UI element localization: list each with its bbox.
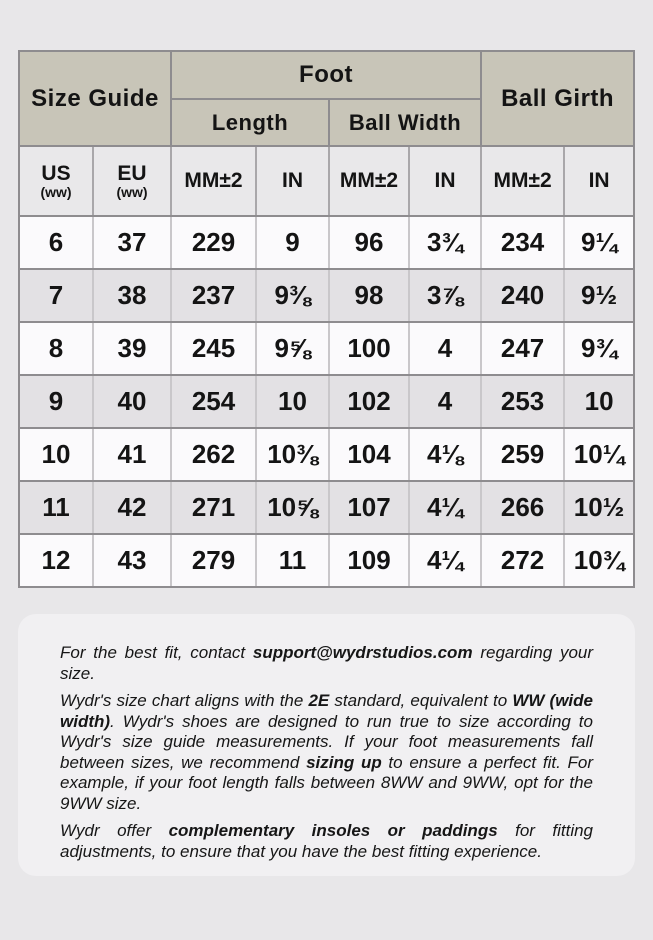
header-size-guide: Size Guide <box>19 51 171 146</box>
size-cell: 39 <box>93 322 171 375</box>
size-cell: 41 <box>93 428 171 481</box>
size-cell: 11 <box>19 481 93 534</box>
unit-label: MM±2 <box>339 169 399 192</box>
unit-header-width-mm <box>329 146 409 216</box>
size-cell: 12 <box>19 534 93 587</box>
unit-header-eu <box>93 146 171 216</box>
table-row-size-6 <box>19 216 634 269</box>
table-row-size-12 <box>19 534 634 587</box>
size-cell: 9 <box>19 375 93 428</box>
fit-paragraph-insoles: Wydr offer complementary insoles or paddings for fitting adjustments, to ensure that you have the best fitting experience. <box>60 821 594 861</box>
size-cell: 96 <box>329 216 409 269</box>
size-cell: 10 <box>564 375 634 428</box>
size-cell: 9¼ <box>564 216 634 269</box>
unit-label: MM±2 <box>184 169 243 192</box>
header-length: Length <box>171 99 329 146</box>
size-cell: 237 <box>171 269 256 322</box>
fit-paragraph-contact: For the best fit, contact support@wydrstudios.com regarding your size. <box>60 643 594 683</box>
size-cell: 4 <box>409 375 481 428</box>
size-cell: 37 <box>93 216 171 269</box>
size-cell: 10⅜ <box>256 428 329 481</box>
unit-label: MM±2 <box>493 169 552 192</box>
size-cell: 3⅞ <box>409 269 481 322</box>
size-cell: 4¼ <box>409 534 481 587</box>
size-cell: 9 <box>256 216 329 269</box>
unit-header-girth-in <box>564 146 634 216</box>
size-cell: 229 <box>171 216 256 269</box>
unit-header-width-in <box>409 146 481 216</box>
size-cell: 109 <box>329 534 409 587</box>
size-cell: 6 <box>19 216 93 269</box>
size-cell: 10 <box>19 428 93 481</box>
unit-label: IN <box>282 169 304 192</box>
size-cell: 247 <box>481 322 564 375</box>
size-cell: 98 <box>329 269 409 322</box>
size-cell: 259 <box>481 428 564 481</box>
size-cell: 9⅜ <box>256 269 329 322</box>
table-row-size-10 <box>19 428 634 481</box>
header-ball-width: Ball Width <box>329 99 481 146</box>
header-foot: Foot <box>171 51 481 99</box>
size-cell: 266 <box>481 481 564 534</box>
size-cell: 107 <box>329 481 409 534</box>
size-cell: 102 <box>329 375 409 428</box>
header-ball-girth: Ball Girth <box>481 51 634 146</box>
size-cell: 11 <box>256 534 329 587</box>
unit-label: IN <box>434 169 456 192</box>
size-cell: 4 <box>409 322 481 375</box>
size-cell: 271 <box>171 481 256 534</box>
size-cell: 8 <box>19 322 93 375</box>
size-cell: 279 <box>171 534 256 587</box>
fit-info-panel <box>18 614 635 876</box>
size-cell: 10½ <box>564 481 634 534</box>
size-cell: 10⅝ <box>256 481 329 534</box>
size-cell: 245 <box>171 322 256 375</box>
size-cell: 42 <box>93 481 171 534</box>
table-row-size-7 <box>19 269 634 322</box>
fit-paragraph-standard: Wydr's size chart aligns with the 2E standard, equivalent to WW (wide width). Wydr's shoes are designed to run true to size according to Wydr's size guide measurements. If your foot measurements fall between sizes, we recommend sizing up to ensure a perfect fit. For example, if your foot length falls between 8WW and 9WW, opt for the 9WW size. <box>60 691 594 813</box>
size-cell: 254 <box>171 375 256 428</box>
table-row-size-8 <box>19 322 634 375</box>
table-row-size-9 <box>19 375 634 428</box>
size-cell: 4⅛ <box>409 428 481 481</box>
table-row-size-11 <box>19 481 634 534</box>
size-chart-table <box>18 50 635 588</box>
size-cell: 10¼ <box>564 428 634 481</box>
size-cell: 7 <box>19 269 93 322</box>
size-cell: 10 <box>256 375 329 428</box>
size-cell: 253 <box>481 375 564 428</box>
size-cell: 9¾ <box>564 322 634 375</box>
size-cell: 10¾ <box>564 534 634 587</box>
size-cell: 262 <box>171 428 256 481</box>
size-cell: 104 <box>329 428 409 481</box>
size-cell: 4¼ <box>409 481 481 534</box>
size-cell: 240 <box>481 269 564 322</box>
size-cell: 43 <box>93 534 171 587</box>
unit-label: EU <box>117 161 147 185</box>
size-cell: 3¾ <box>409 216 481 269</box>
size-cell: 40 <box>93 375 171 428</box>
unit-label: IN <box>588 169 610 192</box>
unit-header-length-in <box>256 146 329 216</box>
unit-sublabel: (ww) <box>40 183 72 200</box>
unit-header-girth-mm <box>481 146 564 216</box>
size-cell: 9⅝ <box>256 322 329 375</box>
size-cell: 272 <box>481 534 564 587</box>
size-cell: 38 <box>93 269 171 322</box>
size-cell: 100 <box>329 322 409 375</box>
unit-label: US <box>41 161 71 185</box>
size-cell: 234 <box>481 216 564 269</box>
unit-header-us <box>19 146 93 216</box>
unit-header-length-mm <box>171 146 256 216</box>
unit-sublabel: (ww) <box>116 183 148 200</box>
size-cell: 9½ <box>564 269 634 322</box>
